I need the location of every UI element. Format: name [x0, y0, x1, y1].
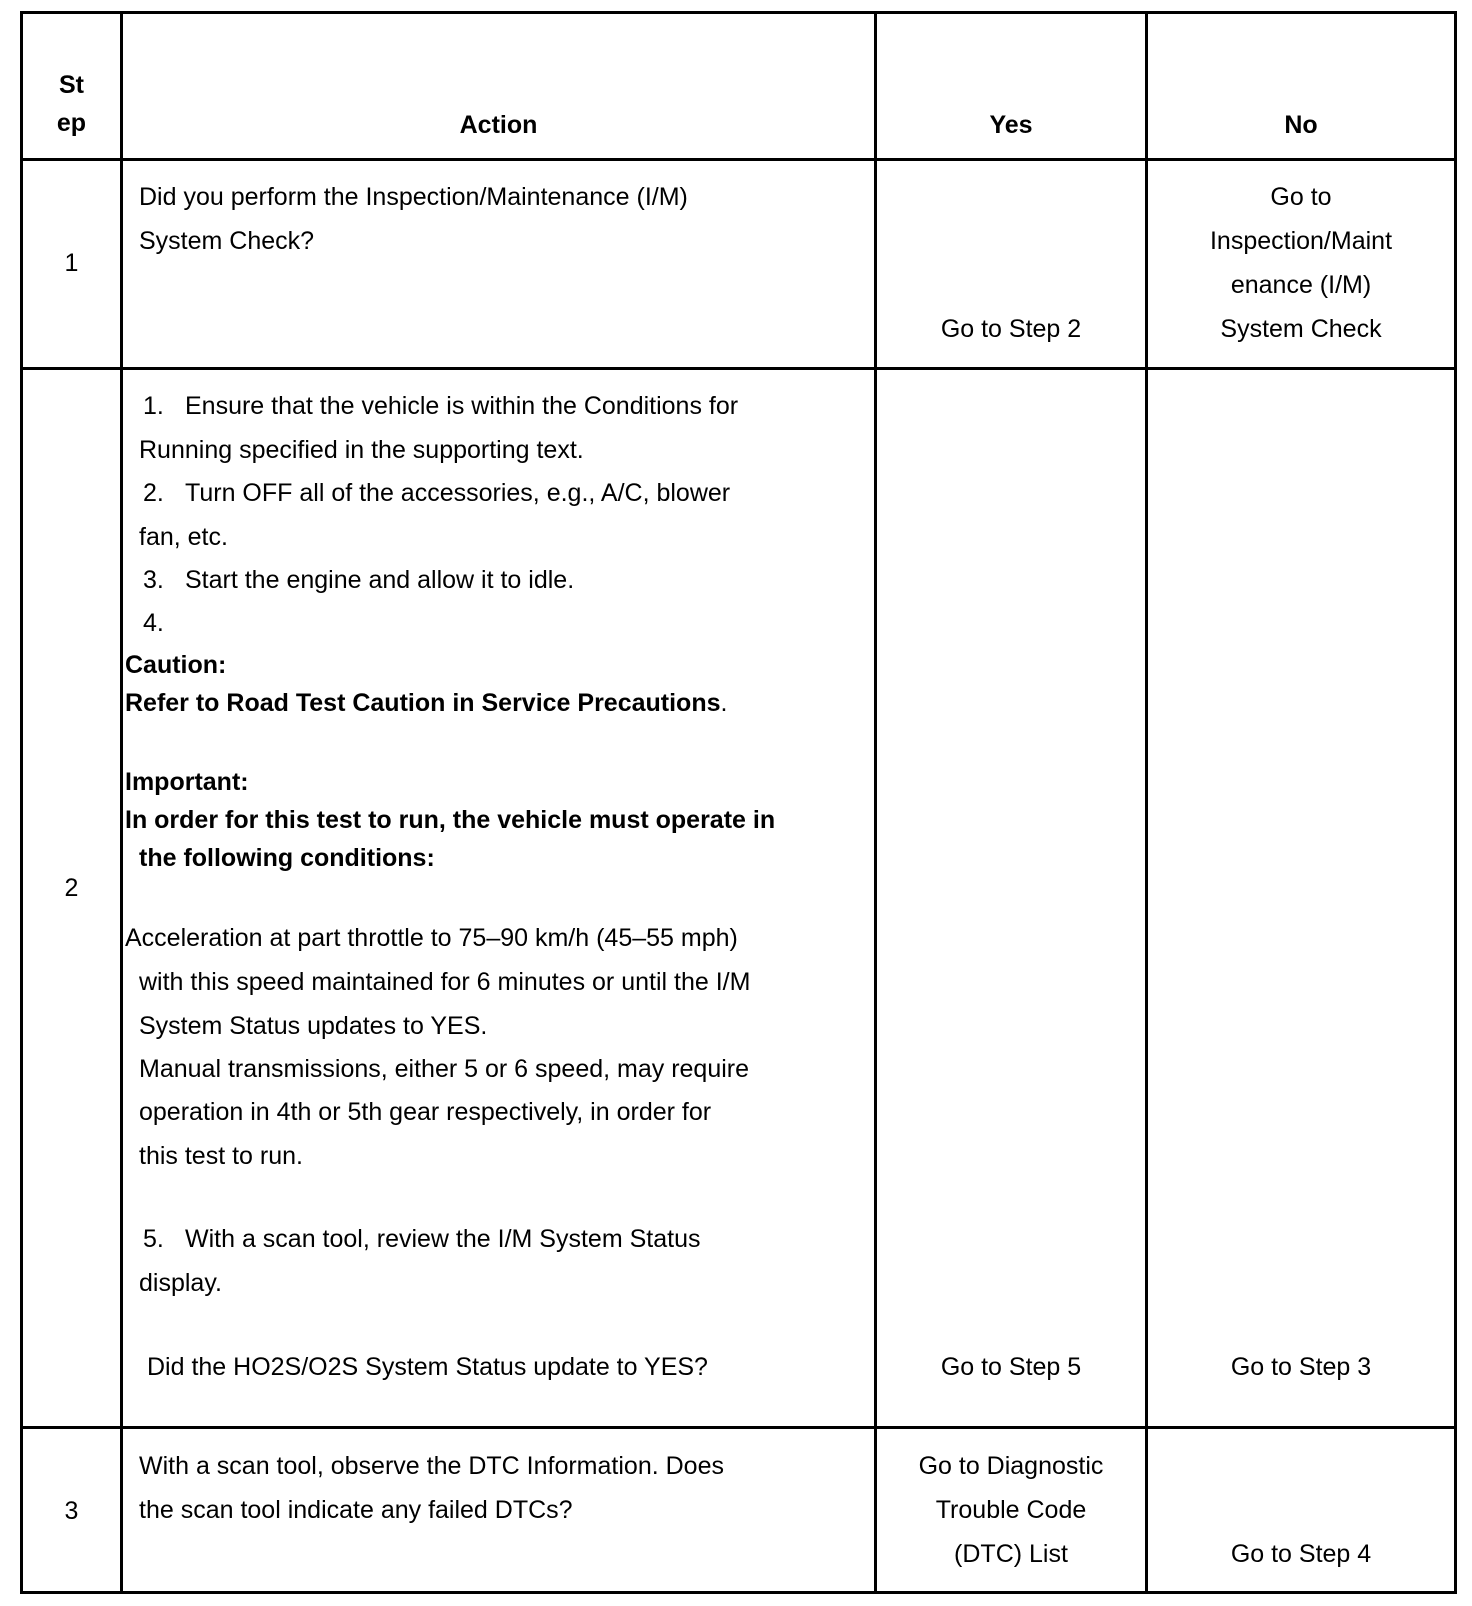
item-number: 2.	[143, 479, 164, 508]
no-cell	[1147, 160, 1456, 369]
yes-cell	[876, 369, 1147, 1428]
item-3: 3. Start the engine and allow it to idle.	[139, 558, 574, 602]
step-number: 2	[64, 874, 79, 903]
table-row	[22, 160, 1456, 369]
item-1: 1. Ensure that the vehicle is within the Conditions for Running specified in the supporting text.	[139, 384, 738, 472]
item-number: 1.	[143, 392, 164, 421]
header-yes-cell	[876, 13, 1147, 160]
item-4	[139, 601, 185, 645]
question-text: Did the HO2S/O2S System Status update to YES?	[147, 1353, 708, 1382]
conditions-line6: this test to run.	[139, 1142, 303, 1171]
caution-note: Refer to Road Test Caution in Service Precautions.	[125, 689, 728, 718]
action-cell	[122, 1428, 876, 1593]
conditions-line1: Acceleration at part throttle to 75–90 km/h (45–55 mph)	[125, 924, 738, 953]
yes-cell	[876, 160, 1147, 369]
step-number: 1	[64, 249, 79, 278]
conditions-line4: Manual transmissions, either 5 or 6 speed, may require	[139, 1055, 750, 1084]
conditions-line3: System Status updates to YES.	[139, 1012, 488, 1041]
yes-text: Go to Step 2	[940, 315, 1082, 344]
item-number: 5.	[143, 1225, 164, 1254]
step-cell	[22, 369, 122, 1428]
yes-text: Go to Diagnostic Trouble Code (DTC) List	[918, 1452, 1104, 1569]
header-action-cell	[122, 13, 876, 160]
header-row	[22, 13, 1456, 160]
header-step-cell	[22, 13, 122, 160]
caution-text: Refer to Road Test Caution in Service Precautions	[125, 689, 721, 718]
action-cell	[122, 160, 876, 369]
item-2: 2. Turn OFF all of the accessories, e.g., A/C, blower fan, etc.	[139, 471, 730, 559]
conditions-line2: with this speed maintained for 6 minutes or until the I/M	[139, 968, 751, 997]
conditions-line5: operation in 4th or 5th gear respectively, in order for	[139, 1098, 712, 1127]
no-cell	[1147, 369, 1456, 1428]
yes-cell	[876, 1428, 1147, 1593]
item-5: 5. With a scan tool, review the I/M System Status display.	[139, 1217, 700, 1305]
no-text: Go to Step 4	[1230, 1540, 1372, 1569]
item-number: 3.	[143, 566, 164, 595]
no-text: Go to Step 3	[1230, 1353, 1372, 1382]
header-yes: Yes	[989, 111, 1033, 139]
action-cell	[122, 369, 876, 1428]
header-step: St ep	[56, 71, 87, 137]
table-row	[22, 1428, 1456, 1593]
item-number: 4.	[143, 609, 164, 638]
yes-text: Go to Step 5	[940, 1353, 1082, 1382]
header-no: No	[1284, 111, 1318, 139]
header-action: Action	[459, 111, 538, 139]
important-text-line2: the following conditions:	[139, 844, 435, 873]
important-label: Important:	[125, 768, 249, 797]
no-text: Go to Inspection/Maint enance (I/M) System Check	[1209, 183, 1393, 344]
diagnostic-table	[20, 11, 1457, 1594]
caution-label: Caution:	[125, 651, 227, 680]
header-no-cell	[1147, 13, 1456, 160]
action-text: Did you perform the Inspection/Maintenance (I/M) System Check?	[139, 183, 688, 256]
no-cell	[1147, 1428, 1456, 1593]
step-number: 3	[64, 1497, 79, 1526]
action-text: With a scan tool, observe the DTC Information. Does the scan tool indicate any failed DTCs?	[139, 1452, 724, 1525]
important-text-line1: In order for this test to run, the vehicle must operate in	[125, 806, 776, 835]
step-cell	[22, 1428, 122, 1593]
table-row	[22, 369, 1456, 1428]
step-cell	[22, 160, 122, 369]
